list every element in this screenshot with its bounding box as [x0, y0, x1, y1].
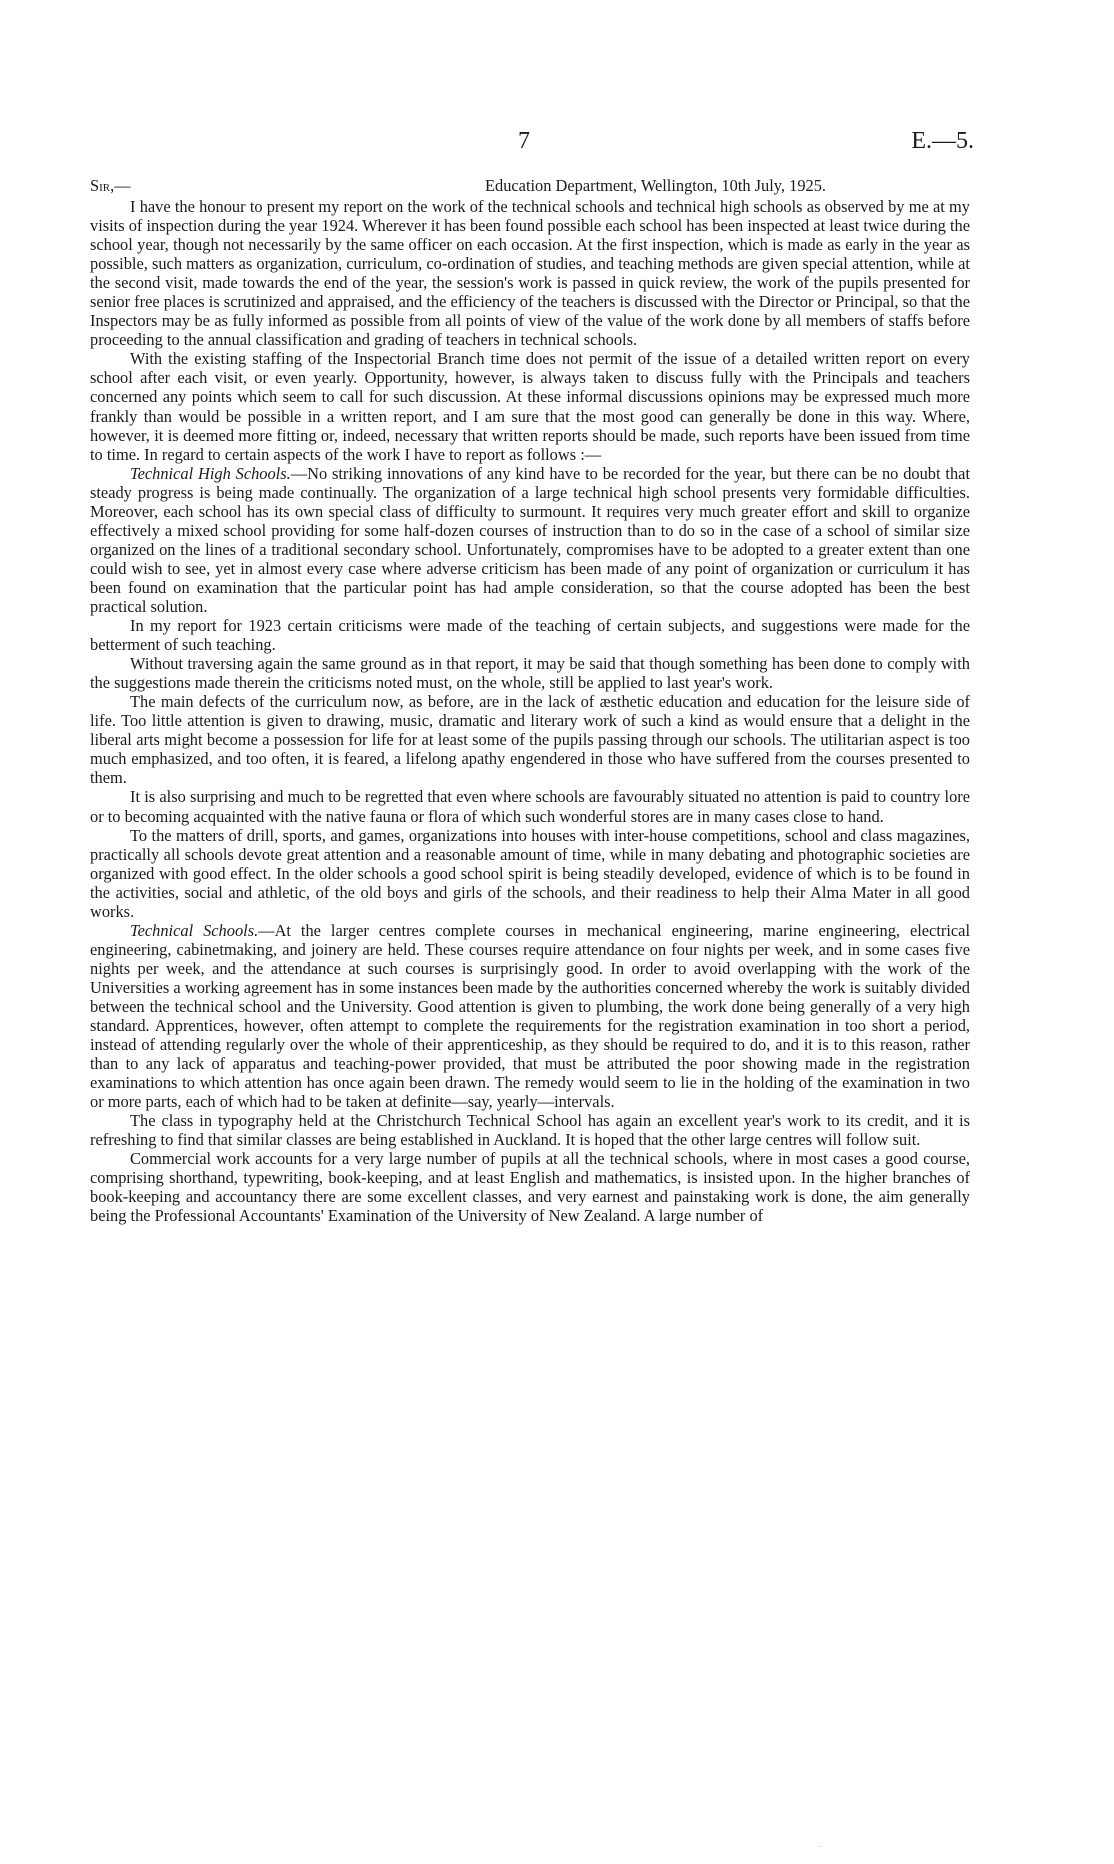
- paragraph-curriculum-defects: [90, 692, 970, 787]
- report-body: [90, 176, 970, 1226]
- report-code: E.—5.: [911, 128, 974, 154]
- paragraph-inspection-method: [90, 349, 970, 463]
- paragraph-school-activities: [90, 826, 970, 921]
- paragraph-prior-report: [90, 616, 970, 654]
- paragraph-introduction: [90, 197, 970, 349]
- paragraph-text: I have the honour to present my report on the work of the technical schools and technical high schools as observed by me at my visits of inspection during the year 1924. Wherever it has been found possible each school has been inspected at least twice during the school year, though not necessarily by the same officer on each occasion. At the first inspection, which is made as early in the year as possible, such matters as organization, curriculum, co-ordination of studies, and teaching methods are given special attention, while at the second visit, made towards the end of the year, the session's work is passed in quick review, the work of the pupils presented for senior free places is scrutinized and appraised, and the efficiency of the teachers is discussed with the Director or Principal, so that the Inspectors may be as fully informed as possible from all points of view of the value of the work done by all members of staffs before proceeding to the annual classification and grading of teachers in technical schools.: [90, 197, 970, 350]
- paragraph-text: It is also surprising and much to be regretted that even where schools are favourably situated no attention is paid to country lore or to becoming acquainted with the native fauna or flora of which such wonderful stores are in many cases close to hand.: [90, 787, 970, 826]
- paragraph-typography: [90, 1111, 970, 1149]
- section-lead: Technical Schools.: [130, 920, 259, 940]
- paragraph-text: With the existing staffing of the Inspectorial Branch time does not permit of the issue of a detailed written report on every school after each visit, or even yearly. Opportunity, however, is always taken to discuss fully with the Principals and teachers concerned any points which seem to call for such discussion. At these informal discussions opinions may be expressed much more frankly than would be possible in a written report, and I am sure that the most good can generally be done in this way. Where, however, it is deemed more fitting or, indeed, necessary that written reports should be made, such reports have been issued from time to time. In regard to certain aspects of the work I have to report as follows :—: [90, 349, 970, 464]
- paragraph-text: In my report for 1923 certain criticisms were made of the teaching of certain subjects, and suggestions were made for the betterment of such teaching.: [90, 616, 970, 655]
- dateline: Education Department, Wellington, 10th July, 1925.: [485, 176, 827, 195]
- paragraph-text: The main defects of the curriculum now, as before, are in the lack of æsthetic education and education for the leisure side of life. Too little attention is given to drawing, music, dramatic and literary work of such a kind as would ensure that a delight in the liberal arts might become a possession for life for at least some of the pupils passing through our schools. The utilitarian aspect is too much emphasized, and too often, it is feared, a lifelong apathy engendered in those who have suffered from the courses presented to them.: [90, 692, 970, 788]
- paragraph-criticisms: [90, 654, 970, 692]
- paragraph-text: —No striking innovations of any kind have to be recorded for the year, but there can be no doubt that steady progress is being made continually. The organization of a large technical high school presents very formidable difficulties. Moreover, each school has its own special class of difficulty to surmount. It requires very much greater effort and skill to organize effectively a mixed school providing for some half-dozen courses of instruction than to do so in the case of a school of similar size organized on the lines of a traditional secondary school. Unfortunately, compromises have to be adopted to a greater extent than one could wish to see, yet in almost every case where adverse criticism has been made of any point of organization or curriculum it has been found on examination that the particular point has had ample consideration, so that the course adopted has been the best practical solution.: [90, 463, 970, 616]
- salutation: Sir,—: [90, 176, 131, 195]
- paragraph-technical-schools: [90, 921, 970, 1111]
- paragraph-text: —At the larger centres complete courses in mechanical engineering, marine engineering, electrical engineering, cabinetmaking, and joinery are held. These courses require attendance on four nights per week, and in some cases five nights per week, and the attendance at such courses is surprisingly good. In order to avoid overlapping with the work of the Universities a working agreement has in some instances been made by the authorities concerned whereby the work is suitably divided between the technical school and the University. Good attention is given to plumbing, the work done being generally of a very high standard. Apprentices, however, often attempt to complete the requirements for the registration examination in too short a period, instead of attending regularly over the whole of their apprenticeship, as they should be required to do, and it is to this reason, rather than to any lack of apparatus and teaching-power provided, that must be attributed the poor showing made in the registration examinations to which attention has once again been drawn. The remedy would seem to lie in the holding of the examination in two or more parts, each of which had to be taken at definite—say, yearly—intervals.: [90, 920, 970, 1112]
- paragraph-country-lore: [90, 787, 970, 825]
- page-number: 7: [518, 128, 530, 154]
- salutation-line: [90, 176, 970, 195]
- section-lead: Technical High Schools.: [130, 463, 291, 483]
- paragraph-text: Commercial work accounts for a very large number of pupils at all the technical schools, where in most cases a good course, comprising shorthand, typewriting, book-keeping, and at least English and mathematics, is insisted upon. In the higher branches of book-keeping and accountancy there are some excellent classes, and very earnest and painstaking work is done, the aim generally being the Professional Accountants' Examination of the University of New Zealand. A large number of: [90, 1149, 970, 1226]
- page-header: [0, 128, 1114, 158]
- scan-speck: ·: [818, 1842, 822, 1853]
- paragraph-technical-high-schools: [90, 464, 970, 616]
- paragraph-text: To the matters of drill, sports, and games, organizations into houses with inter-house competitions, school and class magazines, practically all schools devote great attention and a reasonable amount of time, while in many debating and photographic societies are organized with good effect. In the older schools a good school spirit is being steadily developed, evidence of which is to be found in the activities, social and athletic, of the old boys and girls of the schools, and their readiness to help their Alma Mater in all good works.: [90, 825, 970, 921]
- paragraph-text: The class in typography held at the Christchurch Technical School has again an excellent year's work to its credit, and it is refreshing to find that similar classes are being established in Auckland. It is hoped that the other large centres will follow suit.: [90, 1111, 970, 1150]
- paragraph-text: Without traversing again the same ground as in that report, it may be said that though something has been done to comply with the suggestions made therein the criticisms noted must, on the whole, still be applied to last year's work.: [90, 654, 970, 693]
- paragraph-commercial-work: [90, 1149, 970, 1225]
